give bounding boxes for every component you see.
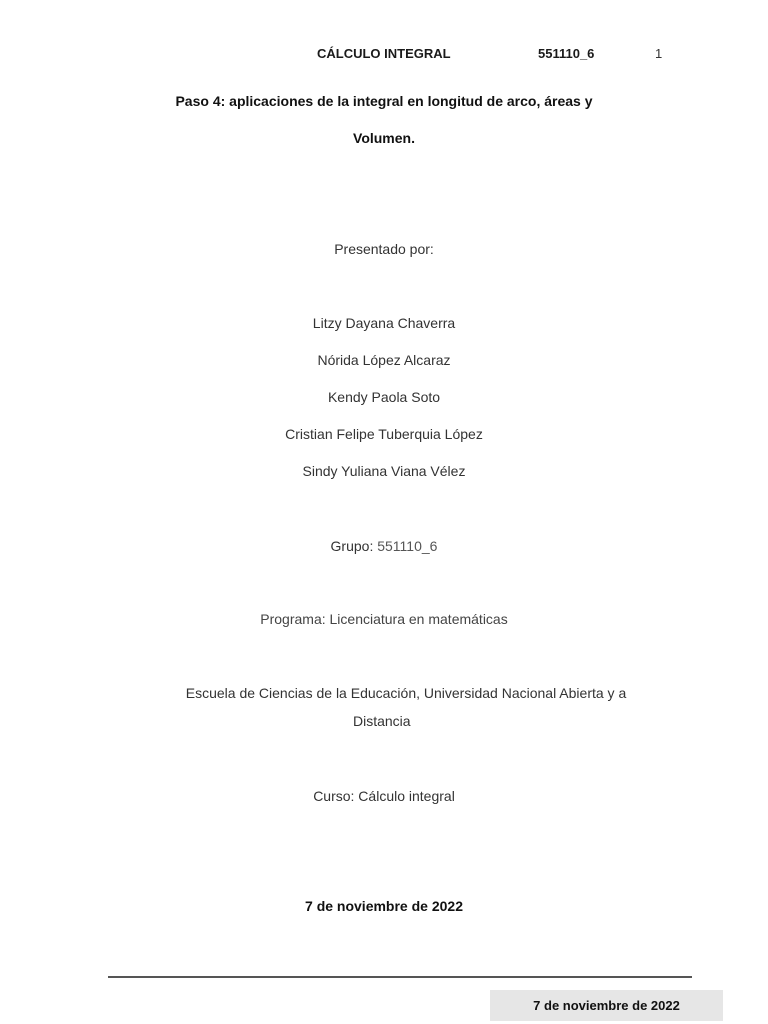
document-date: 7 de noviembre de 2022 (305, 898, 463, 914)
course-line: Curso: Cálculo integral (313, 788, 455, 804)
school-line-1: Escuela de Ciencias de la Educación, Universidad Nacional Abierta y a (185, 685, 627, 701)
group-line (0, 538, 768, 554)
footer-date-box (490, 990, 723, 1021)
document-title-line-2: Volumen. (353, 130, 415, 146)
group-label: Grupo: (330, 538, 378, 554)
header-course-title: CÁLCULO INTEGRAL (317, 46, 451, 61)
program-line: Programa: Licenciatura en matemáticas (260, 611, 508, 627)
document-title-line-1: Paso 4: aplicaciones de la integral en longitud de arco, áreas y (175, 93, 593, 109)
header-group-code: 551110_6 (538, 46, 595, 61)
group-value: 551110_6 (377, 538, 438, 554)
header-page-number: 1 (655, 46, 663, 61)
author-name: Kendy Paola Soto (327, 389, 441, 405)
author-name: Nórida López Alcaraz (317, 352, 451, 368)
author-name: Sindy Yuliana Viana Vélez (302, 463, 466, 479)
school-line-2: Distancia (353, 713, 411, 729)
author-name: Litzy Dayana Chaverra (312, 315, 456, 331)
author-name: Cristian Felipe Tuberquia López (285, 426, 483, 442)
footer-date: 7 de noviembre de 2022 (533, 998, 680, 1013)
footer-divider (108, 976, 692, 978)
presented-by-label: Presentado por: (334, 241, 434, 257)
